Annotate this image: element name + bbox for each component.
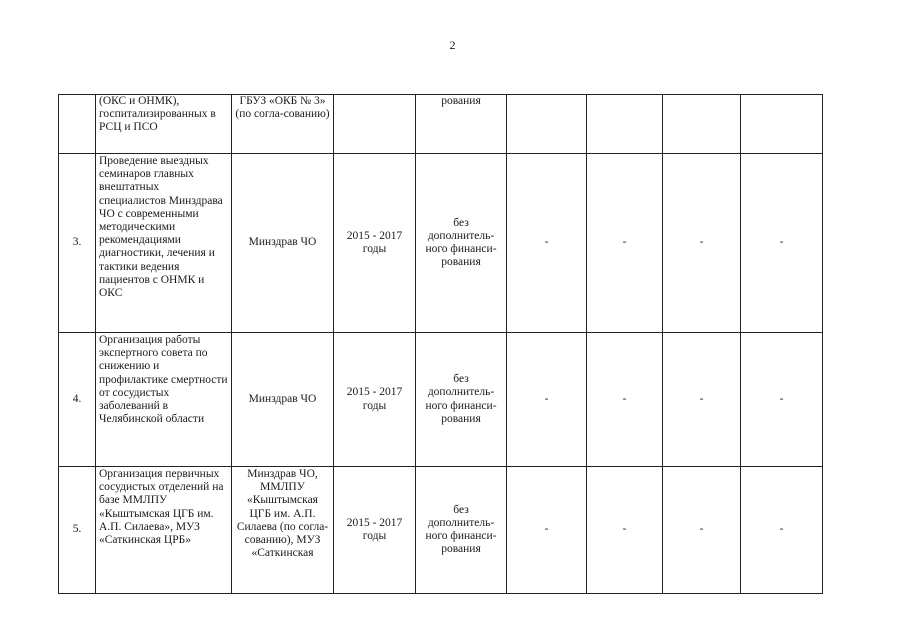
plan-table xyxy=(58,94,823,594)
executor-text: Минздрав ЧО xyxy=(248,236,317,249)
value-text: - xyxy=(699,236,704,249)
value-cell xyxy=(507,154,586,332)
value-cell xyxy=(663,154,740,332)
value-text: - xyxy=(779,236,784,249)
value-cell xyxy=(587,333,662,466)
value-text: - xyxy=(779,523,784,536)
value-text: - xyxy=(622,392,627,405)
value-cell xyxy=(663,467,740,593)
activity-cell: Проведение выездных семинаров главных внештатных специалистов Минздрава ЧО с современными методическими рекомендациями диагностики, лечения и тактики ведения пациентов с ОНМК и ОКС xyxy=(99,155,223,300)
period-text: 2015 - 2017 годы xyxy=(346,229,403,255)
value-text: - xyxy=(544,236,549,249)
period-cell xyxy=(334,333,415,466)
value-text: - xyxy=(544,392,549,405)
period-cell xyxy=(334,154,415,332)
table-bottom-border xyxy=(58,593,823,594)
period-text: 2015 - 2017 годы xyxy=(346,516,403,542)
row-number xyxy=(59,154,95,332)
period-cell xyxy=(334,467,415,593)
col-border xyxy=(822,94,823,594)
value-text: - xyxy=(779,392,784,405)
value-cell xyxy=(587,467,662,593)
executor-cell xyxy=(232,333,333,466)
financing-cell xyxy=(416,154,506,332)
executor-cell: ГБУЗ «ОКБ № 3» (по согла-сованию) xyxy=(235,95,330,121)
value-cell xyxy=(741,333,822,466)
row-number-text: 3. xyxy=(72,236,82,249)
value-cell xyxy=(663,333,740,466)
page-number: 2 xyxy=(449,38,456,52)
financing-text: без дополнитель-ного финанси-рования xyxy=(425,216,497,269)
value-cell xyxy=(741,467,822,593)
financing-cell xyxy=(416,467,506,593)
row-number-text: 4. xyxy=(72,392,82,405)
executor-cell xyxy=(232,154,333,332)
value-cell xyxy=(507,333,586,466)
value-text: - xyxy=(622,236,627,249)
value-text: - xyxy=(622,523,627,536)
row-number xyxy=(59,333,95,466)
value-text: - xyxy=(699,523,704,536)
period-text: 2015 - 2017 годы xyxy=(346,386,403,412)
activity-cell: Организация работы экспертного совета по снижению и профилактике смертности от сосудистых заболеваний в Челябинской области xyxy=(99,334,228,426)
executor-text: Минздрав ЧО xyxy=(248,392,317,405)
value-cell xyxy=(507,467,586,593)
financing-text: без дополнитель-ного финанси-рования xyxy=(425,503,497,556)
financing-cell: рования xyxy=(441,95,481,107)
value-text: - xyxy=(699,392,704,405)
value-text: - xyxy=(544,523,549,536)
row-number-text: 5. xyxy=(72,523,82,536)
financing-text: без дополнитель-ного финанси-рования xyxy=(425,373,497,425)
activity-cell: Организация первичных сосудистых отделений на базе ММЛПУ «Кыштымская ЦГБ им. А.П. Силаева», МУЗ «Саткинская ЦРБ» xyxy=(99,468,224,547)
financing-cell xyxy=(416,333,506,466)
value-cell xyxy=(741,154,822,332)
row-number xyxy=(59,467,95,593)
activity-cell: (ОКС и ОНМК), госпитализированных в РСЦ и ПСО xyxy=(99,95,216,134)
value-cell xyxy=(587,154,662,332)
executor-cell: Минздрав ЧО, ММЛПУ «Кыштымская ЦГБ им. А.П. Силаева (по согла-сованию), МУЗ «Саткинская xyxy=(236,468,329,560)
